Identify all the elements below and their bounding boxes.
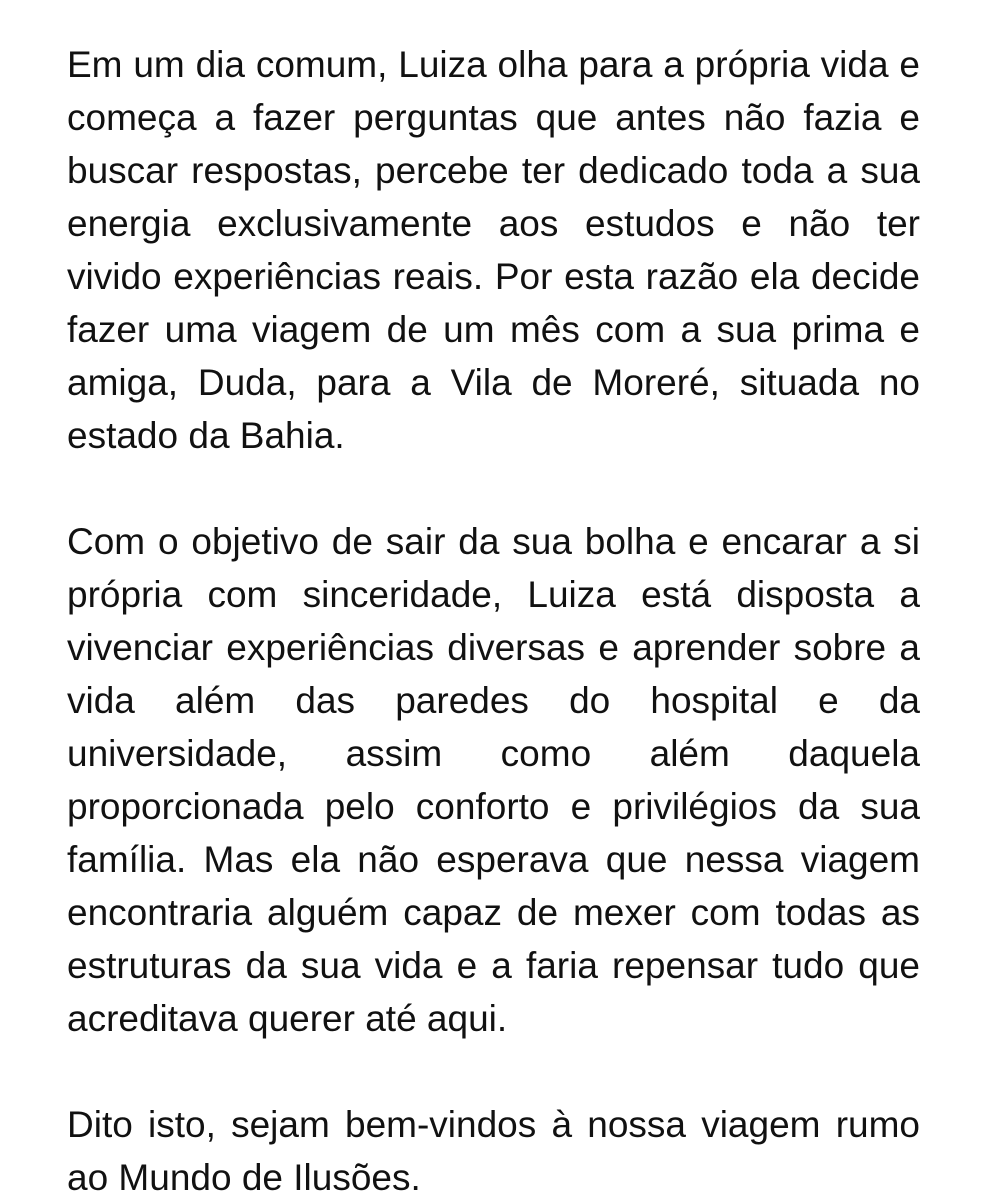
document-body bbox=[67, 38, 920, 1204]
paragraph-intro: Em um dia comum, Luiza olha para a própria vida e começa a fazer perguntas que antes não fazia e buscar respostas, percebe ter dedicado toda a sua energia exclusivamente aos estudos e não ter vivido experiências reais. Por esta razão ela decide fazer uma viagem de um mês com a sua prima e amiga, Duda, para a Vila de Moreré, situada no estado da Bahia. bbox=[67, 44, 920, 456]
paragraph-objective: Com o objetivo de sair da sua bolha e encarar a si própria com sinceridade, Luiza está disposta a vivenciar experiências diversas e aprender sobre a vida além das paredes do hospital e da universidade, assim como além daquela proporcionada pelo conforto e privilégios da sua família. Mas ela não esperava que nessa viagem encontraria alguém capaz de mexer com todas as estruturas da sua vida e a faria repensar tudo que acreditava querer até aqui. bbox=[67, 521, 920, 1039]
paragraph-welcome: Dito isto, sejam bem-vindos à nossa viagem rumo ao Mundo de Ilusões. bbox=[67, 1104, 920, 1198]
